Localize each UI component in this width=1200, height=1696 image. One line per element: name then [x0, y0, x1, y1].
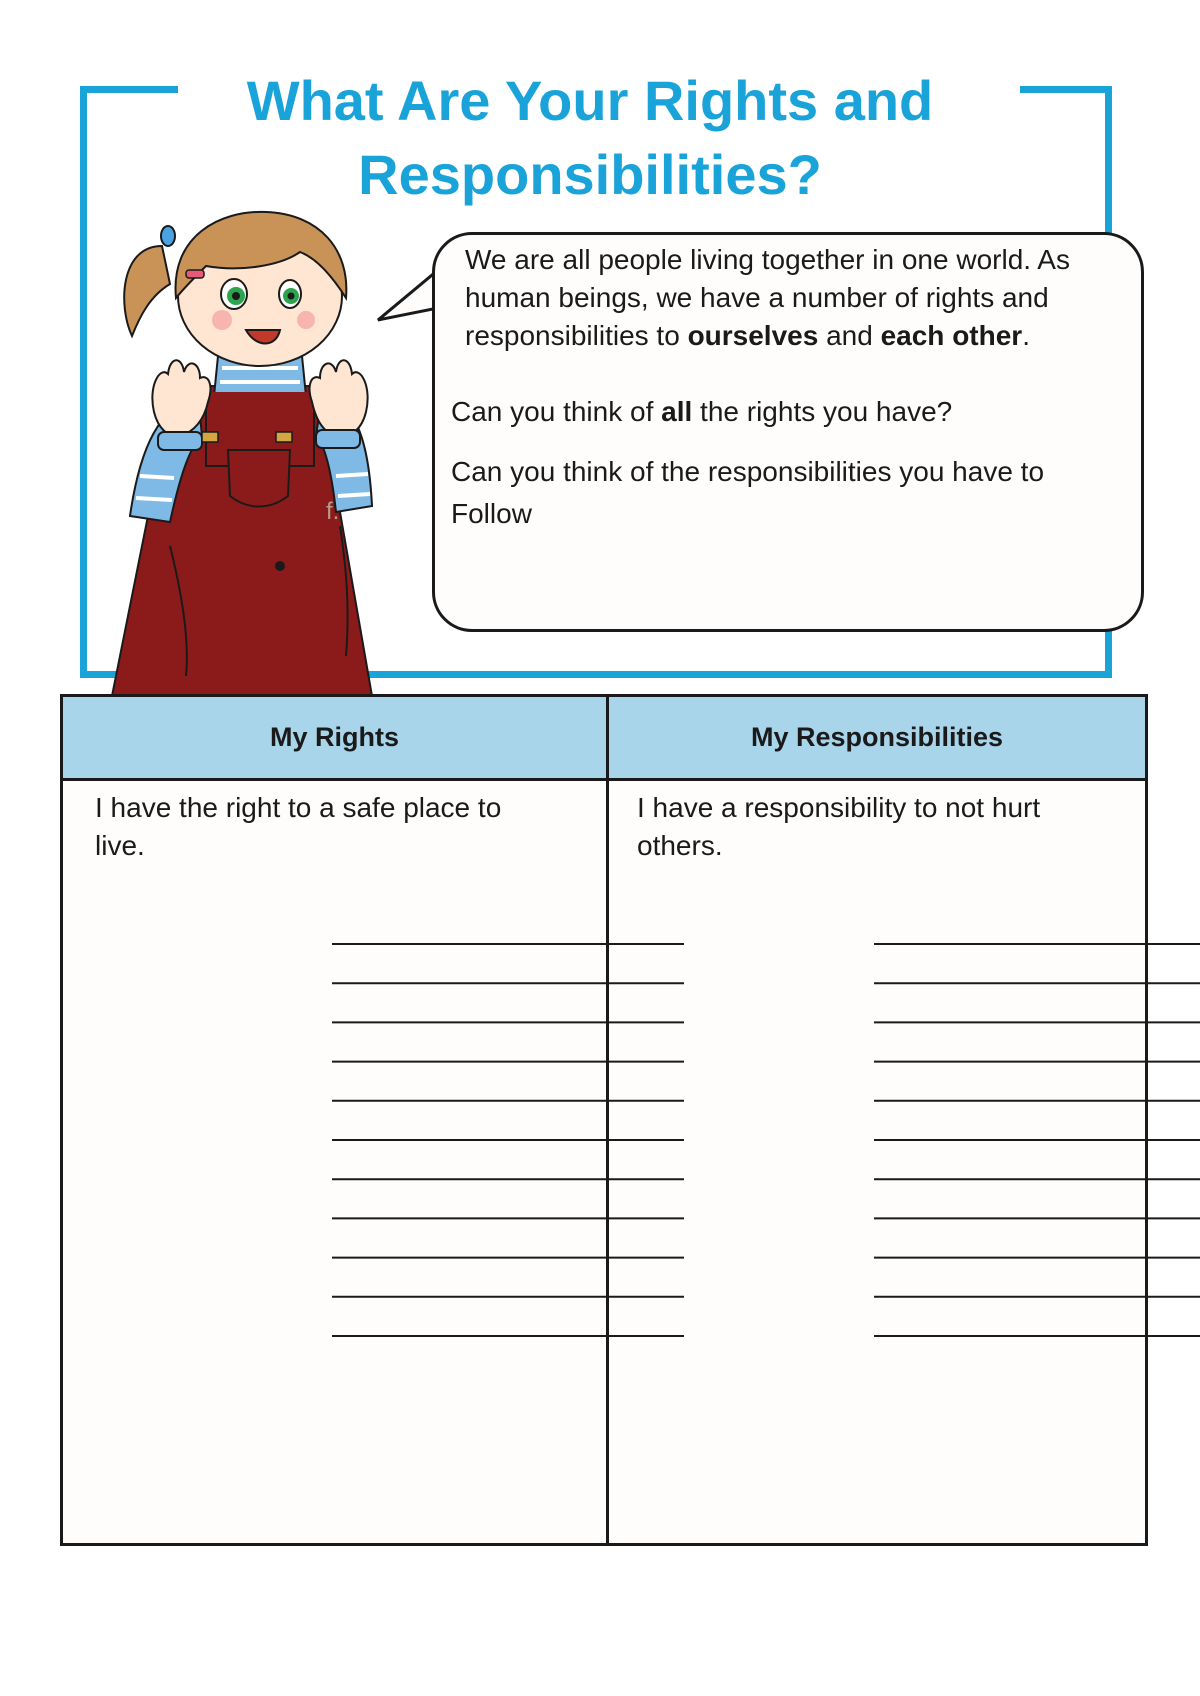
girl-illustration [110, 206, 410, 696]
header-my-responsibilities: My Responsibilities [750, 722, 1004, 752]
ponytail [124, 246, 170, 336]
hair-clip [186, 270, 204, 278]
emphasis-ourselves: ourselves [687, 320, 819, 351]
speech-bubble [432, 232, 1144, 632]
rights-responsibilities-table [60, 694, 1148, 1546]
stray-text: f. [326, 498, 340, 525]
column-divider [606, 697, 609, 1543]
header-my-rights: My Rights [269, 722, 399, 752]
worksheet-title [190, 64, 990, 212]
overalls-button [275, 561, 285, 571]
rights-example: I have the right to a safe place to live. [95, 792, 502, 861]
emphasis-all: all [661, 396, 693, 427]
title-line-2: Responsibilities? [358, 143, 822, 206]
overalls-pocket [228, 450, 290, 507]
emphasis-each-other: each other [880, 320, 1023, 351]
question-responsibilities: Can you think of the responsibilities you have to Follow [451, 456, 1045, 529]
speech-bubble-tail [376, 268, 438, 338]
table-header-row [63, 697, 1145, 781]
intro-paragraph: We are all people living together in one world. As human beings, we have a number of rights and responsibilities to ourselves and each other. [465, 244, 1070, 351]
question-rights: Can you think of all the rights you have? [451, 396, 953, 427]
title-line-1: What Are Your Rights and [246, 69, 934, 132]
hair-tie [161, 226, 175, 246]
responsibilities-example: I have a responsibility to not hurt others. [637, 792, 1041, 861]
